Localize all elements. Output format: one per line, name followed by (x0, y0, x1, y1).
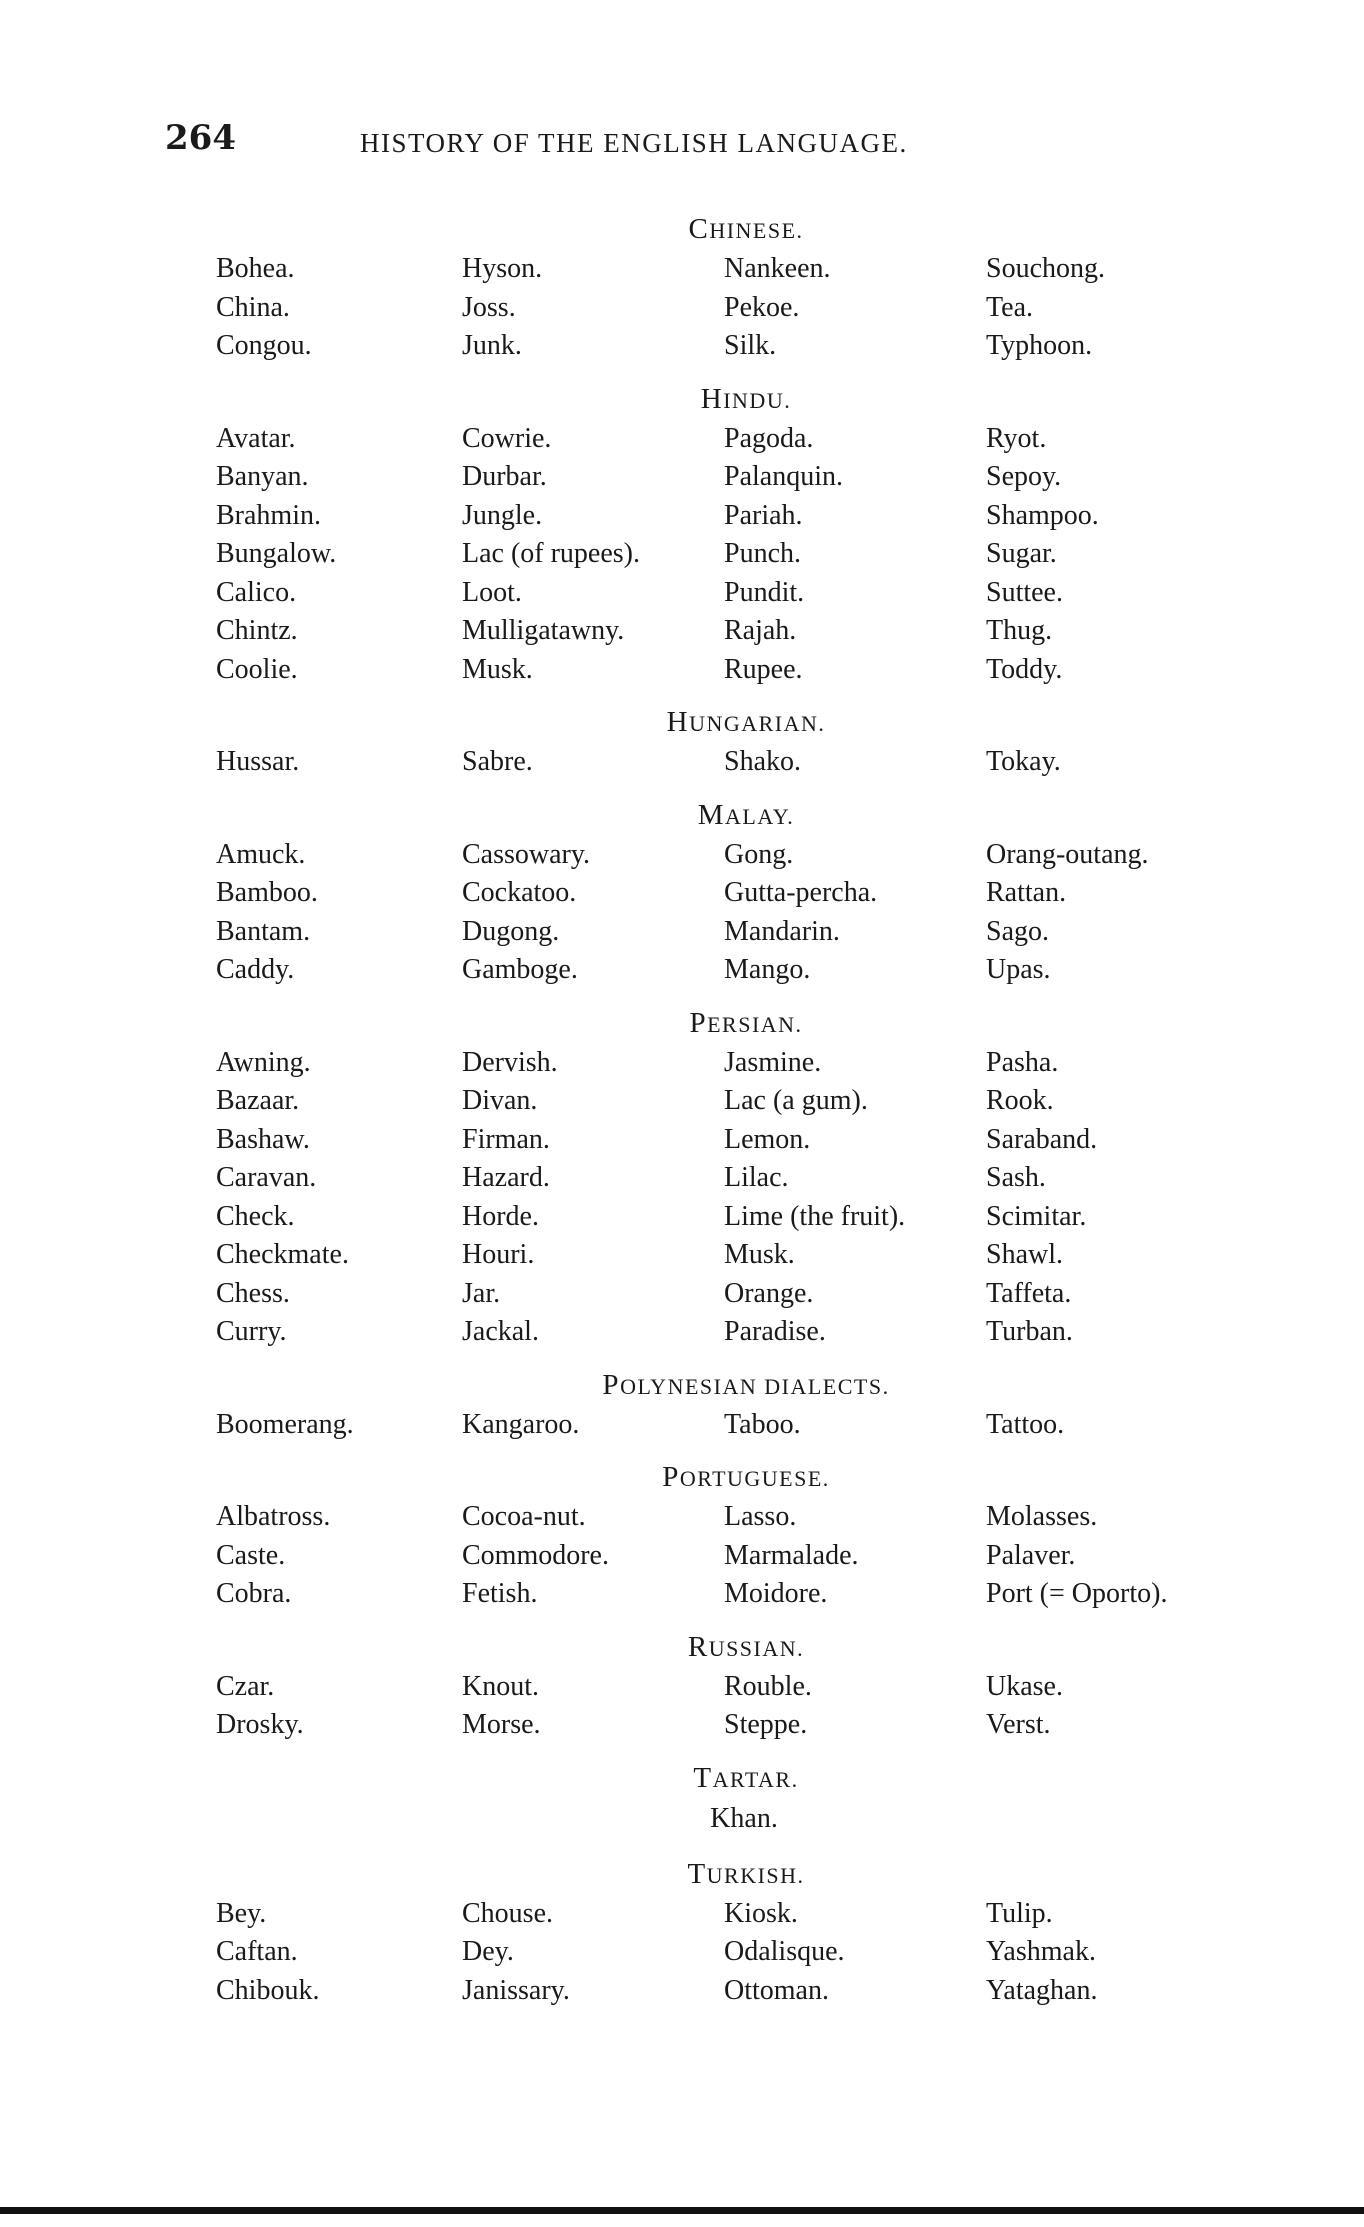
word-entry: Suttee. (986, 576, 1063, 608)
word-entry: Turban. (986, 1316, 1073, 1347)
word-entry: Chibouk. (216, 1974, 320, 2006)
word-entry: Jungle. (462, 499, 543, 531)
word-entry: Shako. (724, 746, 801, 777)
word-entry: Rajah. (724, 615, 797, 646)
word-entry: Joss. (462, 291, 516, 323)
word-entry: Sash. (986, 1162, 1046, 1193)
word-entry: Jasmine. (724, 1046, 822, 1078)
word-entry: Musk. (724, 1239, 795, 1270)
word-entry: Gamboge. (462, 954, 578, 985)
word-entry: Cockatoo. (462, 877, 577, 908)
word-entry: Knout. (462, 1670, 539, 1702)
word-entry: Ukase. (986, 1670, 1063, 1702)
word-entry: Caftan. (216, 1936, 298, 1967)
word-entry: Drosky. (216, 1709, 304, 1740)
word-entry: Caddy. (216, 954, 295, 985)
section-heading: TURKISH. (687, 1857, 805, 1890)
word-entry: Orang-outang. (986, 838, 1149, 870)
word-entry: Chouse. (462, 1897, 553, 1929)
word-entry: Palanquin. (724, 461, 843, 492)
word-entry: Tea. (986, 291, 1034, 323)
word-entry: Czar. (216, 1670, 275, 1702)
word-entry: Scimitar. (986, 1200, 1087, 1232)
word-entry: Sepoy. (986, 461, 1062, 492)
word-entry: Dervish. (462, 1046, 558, 1078)
word-entry: Bamboo. (216, 877, 318, 908)
word-entry: Taffeta. (986, 1277, 1072, 1309)
word-entry: Fetish. (462, 1578, 538, 1609)
word-entry: Lime (the fruit). (724, 1200, 906, 1232)
word-entry: Checkmate. (216, 1239, 349, 1270)
section-heading: HINDU. (700, 382, 792, 415)
word-entry: Gutta-percha. (724, 877, 878, 908)
section-heading: MALAY. (697, 798, 795, 831)
word-entry: Mulligatawny. (462, 615, 625, 646)
word-entry: Avatar. (216, 422, 296, 454)
word-entry: Nankeen. (724, 253, 831, 284)
word-entry: Mango. (724, 954, 811, 985)
word-entry: Paradise. (724, 1316, 826, 1347)
word-entry: Ottoman. (724, 1974, 829, 2006)
section-heading: POLYNESIAN DIALECTS. (602, 1368, 890, 1401)
word-entry: Toddy. (986, 653, 1063, 685)
word-entry: Marmalade. (724, 1539, 859, 1571)
word-entry: Rook. (986, 1085, 1054, 1116)
word-entry: Pundit. (724, 576, 805, 608)
word-entry: Tokay. (986, 746, 1061, 777)
word-entry: Dugong. (462, 915, 560, 947)
word-entry: Tattoo. (986, 1408, 1065, 1440)
word-entry: Kiosk. (724, 1897, 798, 1929)
word-entry: Firman. (462, 1123, 550, 1155)
word-entry: Brahmin. (216, 499, 321, 531)
word-entry: Morse. (462, 1709, 541, 1740)
word-entry: Curry. (216, 1316, 287, 1347)
word-entry: Houri. (462, 1239, 535, 1270)
section-heading: TARTAR. (693, 1761, 799, 1794)
bottom-rule (0, 2207, 1364, 2214)
word-entry: Gong. (724, 838, 794, 870)
word-entry: Pariah. (724, 499, 803, 531)
section-heading: PORTUGUESE. (662, 1461, 830, 1493)
word-entry: Bey. (216, 1897, 267, 1929)
running-head: HISTORY OF THE ENGLISH LANGUAGE. (360, 128, 908, 158)
word-entry: Upas. (986, 954, 1051, 985)
word-entry: Sugar. (986, 538, 1057, 569)
word-entry: Jackal. (462, 1316, 539, 1347)
word-entry: Rouble. (724, 1670, 812, 1702)
word-grid (216, 250, 1236, 366)
word-entry: Bohea. (216, 253, 295, 284)
word-entry: Loot. (462, 576, 522, 608)
word-entry: Bungalow. (216, 538, 337, 569)
word-entry: Mandarin. (724, 915, 840, 947)
word-entry: Tulip. (986, 1897, 1053, 1929)
word-grid (216, 1668, 1236, 1745)
word-entry: Awning. (216, 1046, 311, 1078)
word-entry: Cobra. (216, 1578, 292, 1609)
word-grid (216, 420, 1236, 690)
word-entry: Orange. (724, 1277, 814, 1309)
word-grid (216, 1498, 1236, 1614)
word-entry: Commodore. (462, 1539, 609, 1571)
word-entry: Caravan. (216, 1162, 317, 1193)
word-entry: Odalisque. (724, 1936, 845, 1967)
word-entry: Hazard. (462, 1162, 550, 1193)
word-entry: Congou. (216, 330, 312, 361)
word-entry: Hussar. (216, 746, 300, 777)
word-entry: Shawl. (986, 1239, 1063, 1270)
word-entry: Yashmak. (986, 1936, 1096, 1967)
word-entry: Cocoa-nut. (462, 1501, 586, 1532)
word-entry: Divan. (462, 1085, 538, 1116)
word-entry: Verst. (986, 1709, 1051, 1740)
word-entry: Pekoe. (724, 291, 800, 323)
word-entry: Hyson. (462, 253, 543, 284)
word-entry: Palaver. (986, 1539, 1076, 1571)
word-entry: Shampoo. (986, 499, 1099, 531)
word-entry: Bazaar. (216, 1085, 300, 1116)
word-entry: Cassowary. (462, 838, 591, 870)
word-entry: Punch. (724, 538, 801, 569)
word-grid (216, 1044, 1236, 1352)
word-entry: Steppe. (724, 1709, 808, 1740)
word-entry: Lasso. (724, 1501, 797, 1532)
word-entry: Horde. (462, 1200, 539, 1232)
section-heading: CHINESE. (688, 213, 804, 245)
word-entry: Calico. (216, 576, 297, 608)
word-entry: Sabre. (462, 746, 533, 777)
word-entry: Boomerang. (216, 1408, 354, 1440)
word-grid (216, 1406, 1236, 1445)
word-entry: Lilac. (724, 1162, 789, 1193)
word-entry: Bashaw. (216, 1123, 310, 1155)
word-entry: Janissary. (462, 1974, 570, 2006)
word-entry: Amuck. (216, 838, 306, 870)
word-entry: Junk. (462, 330, 522, 361)
word-entry: Jar. (462, 1277, 501, 1309)
word-entry: Saraband. (986, 1123, 1098, 1155)
word-entry: Check. (216, 1200, 295, 1232)
word-entry: Coolie. (216, 653, 298, 685)
word-entry: Albatross. (216, 1501, 331, 1532)
word-entry: China. (216, 291, 290, 323)
word-entry: Ryot. (986, 422, 1047, 454)
word-entry: Lac (a gum). (724, 1085, 868, 1116)
word-entry: Dey. (462, 1936, 514, 1967)
word-entry: Souchong. (986, 253, 1105, 284)
word-entry: Lac (of rupees). (462, 538, 641, 569)
word-entry: Cowrie. (462, 422, 552, 454)
word-grid (216, 1895, 1236, 2011)
word-entry: Caste. (216, 1539, 286, 1571)
section-heading: RUSSIAN. (687, 1630, 805, 1663)
word-entry: Typhoon. (986, 330, 1093, 361)
section-heading: HUNGARIAN. (666, 706, 826, 738)
word-entry: Pagoda. (724, 422, 814, 454)
word-grid (216, 836, 1236, 990)
word-grid (216, 743, 1236, 782)
word-entry: Chess. (216, 1277, 290, 1309)
word-entry: Chintz. (216, 615, 298, 646)
word-entry: Taboo. (724, 1408, 801, 1440)
word-entry: Silk. (724, 330, 777, 361)
word-entry: Rupee. (724, 653, 803, 685)
word-entry: Musk. (462, 653, 533, 685)
word-entry: Port (= Oporto). (986, 1578, 1168, 1609)
word-entry: Durbar. (462, 461, 547, 492)
word-entry: Thug. (986, 615, 1053, 646)
word-entry: Pasha. (986, 1046, 1059, 1078)
word-entry: Molasses. (986, 1501, 1098, 1532)
word-entry: Sago. (986, 915, 1049, 947)
word-entry: Yataghan. (986, 1974, 1098, 2006)
word-list (216, 208, 1236, 2022)
word-entry: Lemon. (724, 1123, 811, 1155)
word-entry: Bantam. (216, 915, 311, 947)
word-entry: Khan. (710, 1802, 778, 1834)
section-heading: PERSIAN. (689, 1006, 803, 1039)
word-entry: Banyan. (216, 461, 309, 492)
word-entry: Kangaroo. (462, 1408, 580, 1440)
word-entry: Moidore. (724, 1578, 828, 1609)
page-number: 264 (165, 118, 236, 158)
word-entry: Rattan. (986, 877, 1067, 908)
